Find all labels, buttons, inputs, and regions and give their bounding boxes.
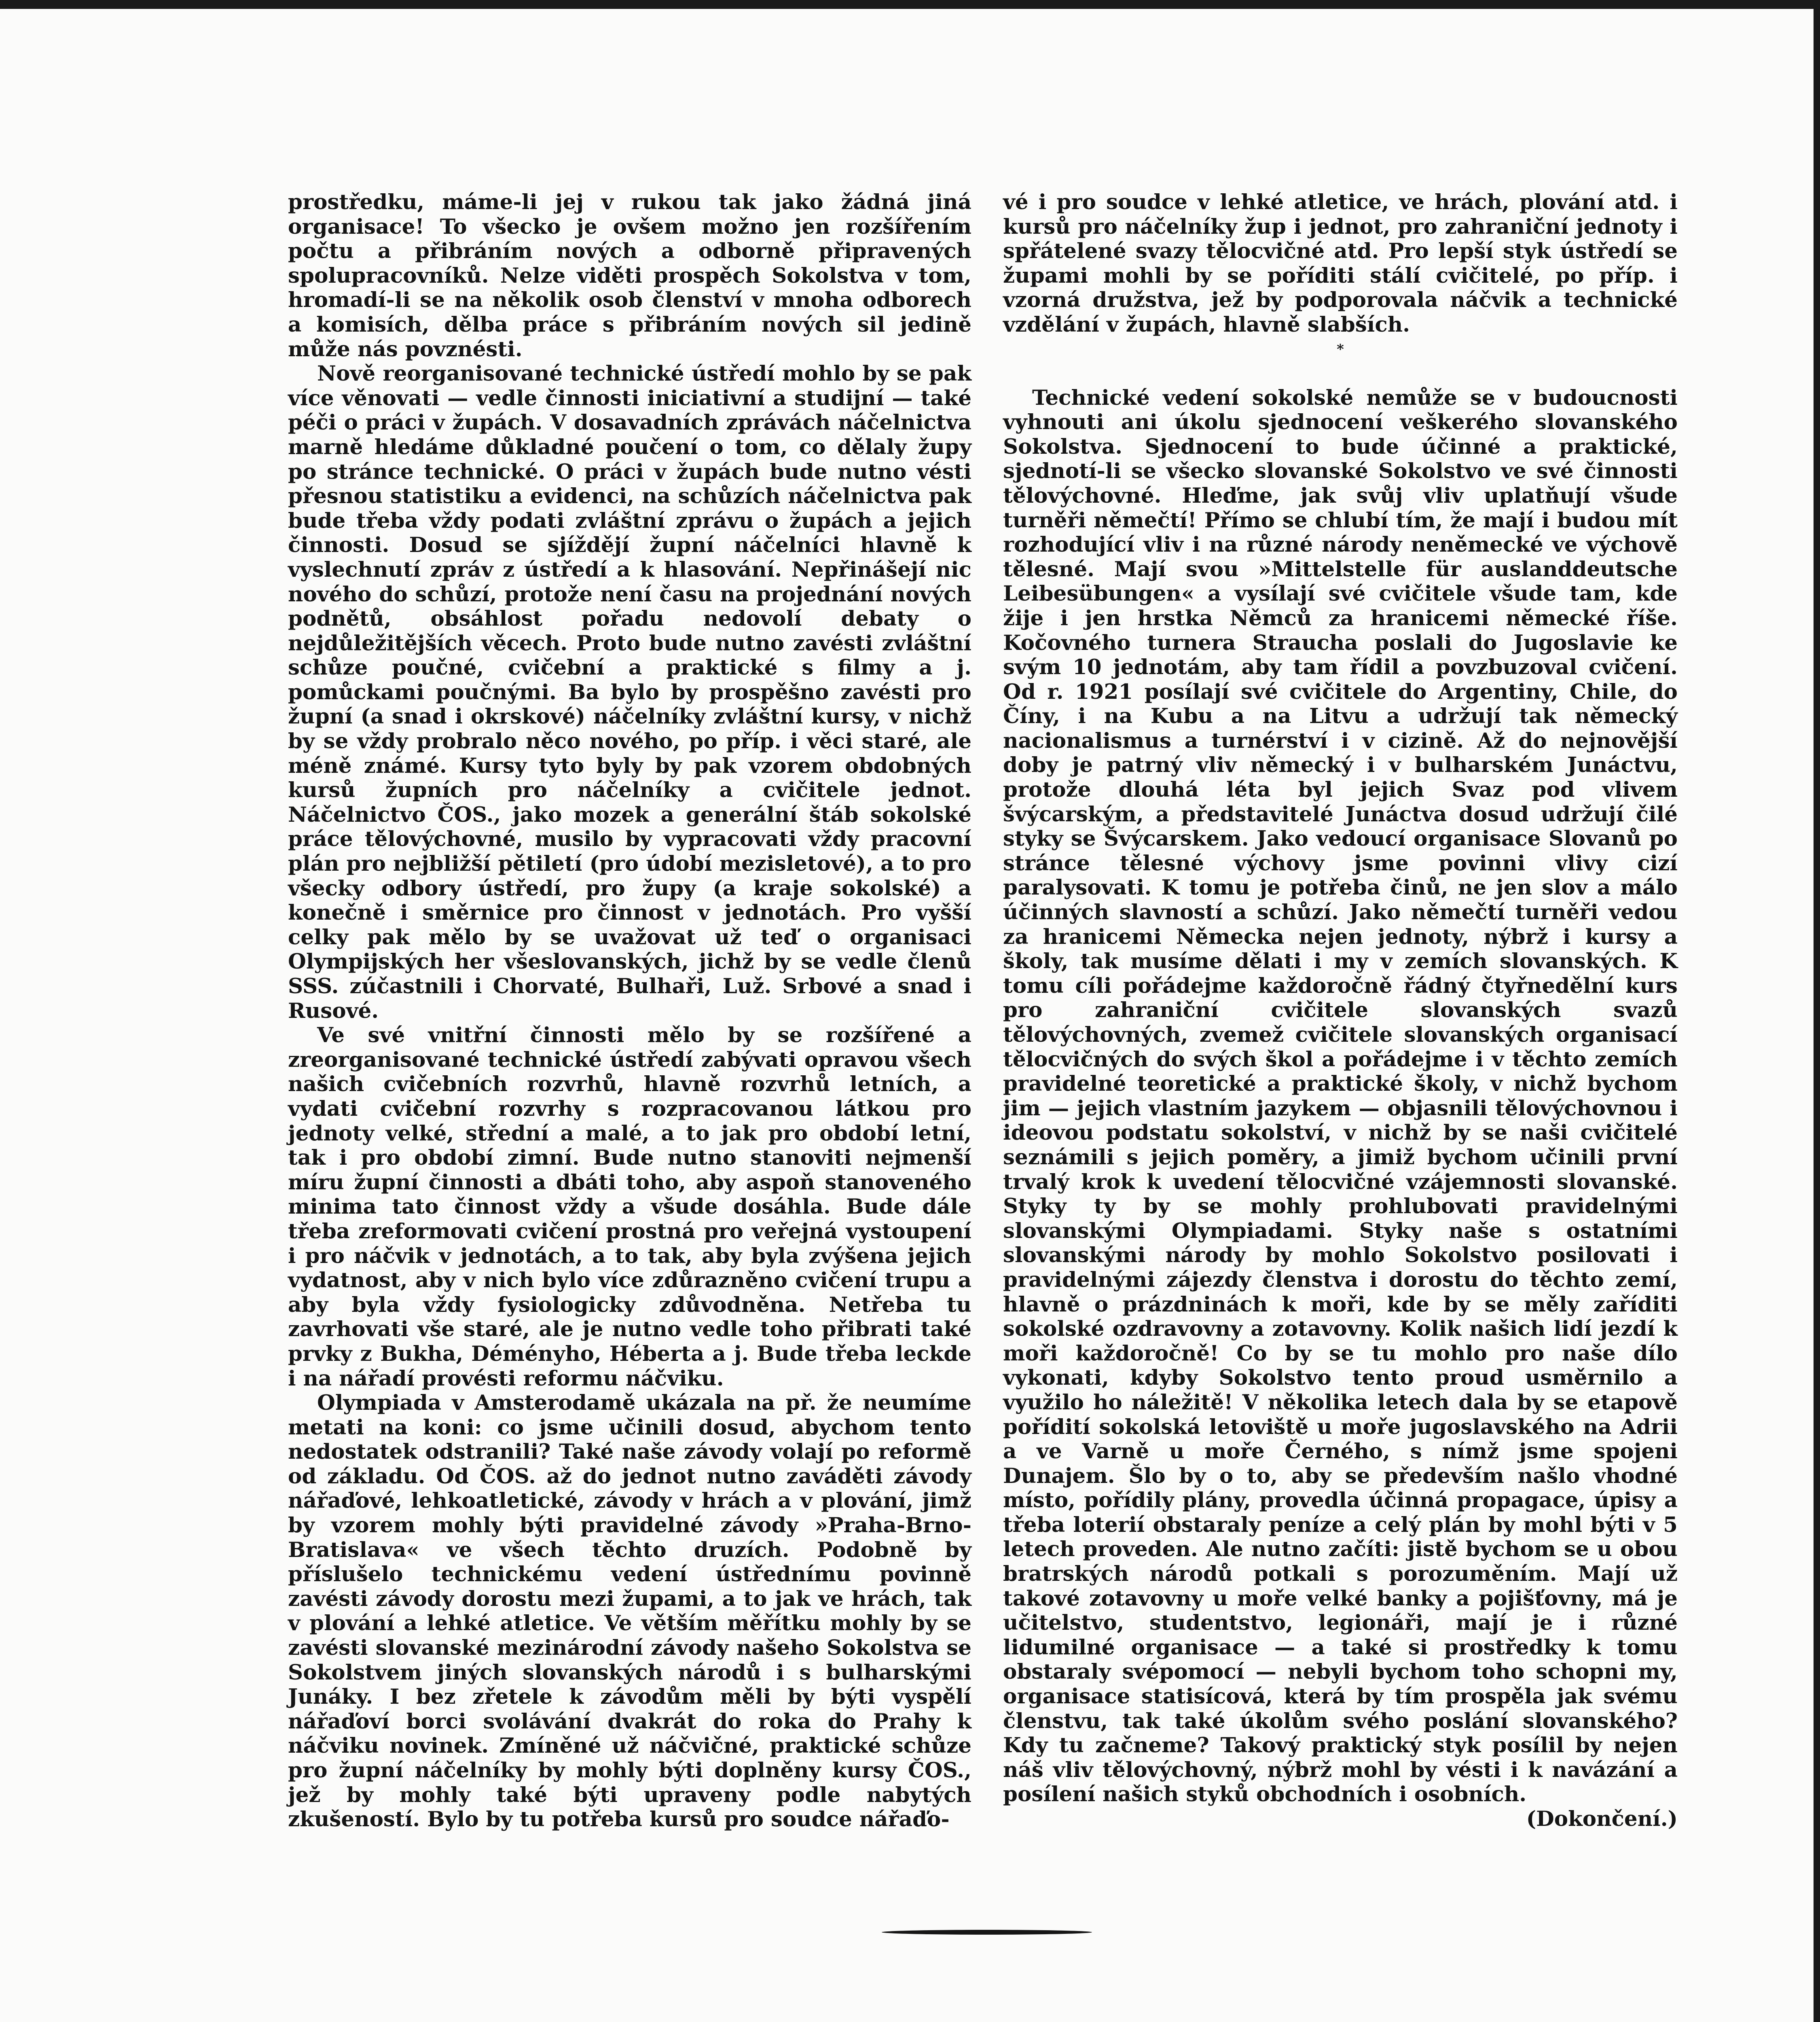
paragraph: vé i pro soudce v lehké atletice, ve hrách, plování atd. i kursů pro náčelníky žup i jednot, pro zahraniční jednoty i spřátelené svazy tělocvičné atd. Pro lepší styk ústředí se župami mohli by se poříditi stálí cvičitelé, po příp. i vzorná družstva, jež by podporovala náčvik a technické vzdělání v župách, hlavně slabších. bbox=[1003, 190, 1678, 337]
paragraph: prostředku, máme-li jej v rukou tak jako žádná jiná organisace! To všecko je ovšem možno jen rozšířením počtu a přibráním nových a odborně připravených spolupracovníků. Nelze viděti prospěch Sokolstva v tom, hromadí-li se na několik osob členství v mnoha odborech a komisích, dělba práce s přibráním nových sil jedině může nás povznésti. bbox=[288, 190, 971, 362]
left-column bbox=[288, 190, 971, 1832]
scan-border-right bbox=[1814, 0, 1820, 2022]
right-column bbox=[1003, 190, 1678, 1832]
article-end-rule bbox=[882, 1930, 1092, 1935]
paragraph: Technické vedení sokolské nemůže se v budoucnosti vyhnouti ani úkolu sjednocení veškerého slovanského Sokolstva. Sjednocení to bude účinné a praktické, sjednotí-li se všecko slovanské Sokolstvo ve své činnosti tělovýchovné. Hleďme, jak svůj vliv uplatňují všude turněři němečtí! Přímo se chlubí tím, že mají i budou mít rozhodující vliv i na různé národy neněmecké ve výchově tělesné. Mají svou »Mittelstelle für auslanddeutsche Leibesübungen« a vysílají své cvičitele všude tam, kde žije i jen hrstka Němců za hranicemi německé říše. Kočovného turnera Straucha poslali do Jugoslavie ke svým 10 jednotám, aby tam řídil a povzbuzoval cvičení. Od r. 1921 posílají své cvičitele do Argentiny, Chile, do Číny, i na Kubu a na Litvu a udržují tak německý nacionalismus a turnérství i v cizině. Až do nejnovější doby je patrný vliv německý i v bulharském Junáctvu, protože dlouhá léta byl jejich Svaz pod vlivem švýcarským, a představitelé Junáctva dosud udržují čilé styky se Švýcarskem. Jako vedoucí organisace Slovanů po stránce tělesné výchovy jsme povinni vlivy cizí paralysovati. K tomu je potřeba činů, ne jen slov a málo účinných slavností a schůzí. Jako němečtí turněři vedou za hranicemi Německa nejen jednoty, nýbrž i kursy a školy, tak musíme dělati i my v zemích slovanských. K tomu cíli pořádejme každoročně řádný čtyřnedělní kurs pro zahraniční cvičitele slovanských svazů tělovýchovných, zvemež cvičitele slovanských organisací tělocvičných do svých škol a pořádejme i v těchto zemích pravidelné teoretické a praktické školy, v nichž bychom jim — jejich vlastním jazykem — objasnili tělovýchovnou i ideovou podstatu sokolství, v nichž by se naši cvičitelé seznámili s jejich poměry, a jimiž bychom učinili první trvalý krok k uvedení tělocvičné vzájemnosti slovanské. Styky ty by se mohly prohlubovati pravidelnými slovanskými Olympiadami. Styky naše s ostatními slovanskými národy by mohlo Sokolstvo posilovati i pravidelnými zájezdy členstva i dorostu do těchto zemí, hlavně o prázdninách k moři, kde by se měly zaříditi sokolské ozdravovny a zotavovny. Kolik našich lidí jezdí k moři každoročně! Co by se tu mohlo pro naše dílo vykonati, kdyby Sokolstvo tento proud usměrnilo a využilo ho náležitě! V několika letech dala by se etapově pořídití sokolská letoviště u moře jugoslavského na Adrii a ve Varně u moře Černého, s nímž jsme spojeni Dunajem. Šlo by o to, aby se především našlo vhodné místo, pořídily plány, provedla účinná propagace, úpisy a třeba loterií obstaraly peníze a celý plán by mohl býti v 5 letech proveden. Ale nutno začíti: jistě bychom se u obou bratrských národů potkali s porozuměním. Mají už takové zotavovny u moře velké banky a pojišťovny, má je učitelstvo, studentstvo, legionáři, mají je i různé lidumilné organisace — a také si prostředky k tomu obstaraly svépomocí — nebyli bychom toho schopni my, organisace statisícová, která by tím prospěla jak svému členstvu, tak také úkolům svého poslání slovanského? Kdy tu začneme? Takový praktický styk posílil by nejen náš vliv tělovýchovný, nýbrž mohl by vésti i k navázání a posílení našich styků obchodních i osobních. bbox=[1003, 385, 1678, 1807]
paragraph: Ve své vnitřní činnosti mělo by se rozšířené a zreorganisované technické ústředí zabývati opravou všech našich cvičebních rozvrhů, hlavně rozvrhů letních, a vydati cvičební rozvrhy s rozpracovanou látkou pro jednoty velké, střední a malé, a to jak pro období letní, tak i pro období zimní. Bude nutno stanoviti nejmenší míru župní činnosti a dbáti toho, aby aspoň stanoveného minima tato činnost vždy a všude dosáhla. Bude dále třeba zreformovati cvičení prostná pro veřejná vystoupení i pro náčvik v jednotách, a to tak, aby byla zvýšena jejich vydatnost, aby v nich bylo více zdůrazněno cvičení trupu a aby byla vždy fysiologicky zdůvodněna. Netřeba tu zavrhovati vše staré, ale je nutno vedle toho přibrati také prvky z Bukha, Déményho, Héberta a j. Bude třeba leckde i na nářadí provésti reformu náčviku. bbox=[288, 1023, 971, 1391]
paragraph: Nově reorganisované technické ústředí mohlo by se pak více věnovati — vedle činnosti iniciativní a studijní — také péči o práci v župách. V dosavadních zprávách náčelnictva marně hledáme důkladné poučení o tom, co dělaly župy po stránce technické. O práci v župách bude nutno vésti přesnou statistiku a evidenci, na schůzích náčelnictva pak bude třeba vždy podati zvláštní zprávu o župách a jejich činnosti. Dosud se sjíždějí župní náčelníci hlavně k vyslechnutí zpráv z ústředí a k hlasování. Nepřinášejí nic nového do schůzí, protože není času na projednání nových podnětů, obsáhlost pořadu nedovolí debaty o nejdůležitějších věcech. Proto bude nutno zavésti zvláštní schůze poučné, cvičební a praktické s filmy a j. pomůckami poučnými. Ba bylo by prospěšno zavésti pro župní (a snad i okrskové) náčelníky zvláštní kursy, v nichž by se vždy probralo něco nového, po příp. i věci staré, ale méně známé. Kursy tyto byly by pak vzorem obdobných kursů župních pro náčelníky a cvičitele jednot. Náčelnictvo ČOS., jako mozek a generální štáb sokolské práce tělovýchovné, musilo by vypracovati vždy pracovní plán pro nejbližší pětiletí (pro údobí mezisletové), a to pro všecky odbory ústředí, pro župy (a kraje sokolské) a konečně i směrnice pro činnost v jednotách. Pro vyšší celky pak mělo by se uvažovat už teď o organisaci Olympijských her všeslovanských, jichž by se vedle členů SSS. zúčastnili i Chorvaté, Bulhaři, Luž. Srbové a snad i Rusové. bbox=[288, 362, 971, 1023]
continuation-note: (Dokončení.) bbox=[1526, 1807, 1678, 1831]
scan-border-top bbox=[0, 0, 1820, 9]
paragraph: Olympiada v Amsterodamě ukázala na př. že neumíme metati na koni: co jsme učinili dosud, abychom tento nedostatek odstranili? Také naše závody volají po reformě od základu. Od ČOS. až do jednot nutno zaváděti závody nářaďové, lehkoatletické, závody v hrách a v plování, jimž by vzorem mohly býti pravidelné závody »Praha-Brno-Bratislava« ve všech těchto druzích. Podobně by příslušelo technickému vedení ústřednímu povinně zavésti závody dorostu mezi župami, a to jak ve hrách, tak v plování a lehké atletice. Ve větším měřítku mohly by se zavésti slovanské mezinárodní závody našeho Sokolstva se Sokolstvem jiných slovanských národů i s bulharskými Junáky. I bez zřetele k závodům měli by býti vyspělí nářaďoví borci svolávání dvakrát do roka do Prahy k náčviku novinek. Zmíněné už náčvičné, praktické schůze pro župní náčelníky by mohly býti doplněny kursy ČOS., jež by mohly také býti upraveny podle nabytých zkušeností. Bylo by tu potřeba kursů pro soudce nářaďo- bbox=[288, 1391, 971, 1832]
section-separator: * bbox=[1337, 341, 1344, 357]
